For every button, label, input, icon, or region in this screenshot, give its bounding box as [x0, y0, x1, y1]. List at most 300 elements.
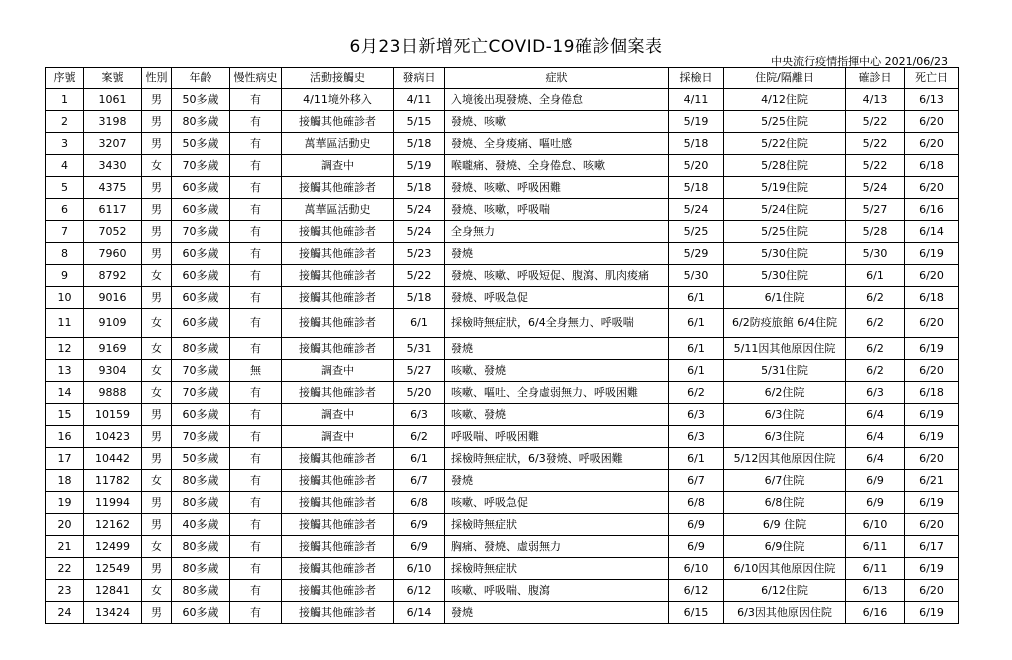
col-age-cell: 60多歲	[172, 404, 230, 426]
col-sex-cell: 男	[142, 602, 172, 624]
col-exposure-cell: 接觸其他確診者	[282, 111, 394, 133]
col-onset-cell: 6/9	[394, 536, 445, 558]
col-sampled-header: 採檢日	[669, 68, 724, 89]
col-death-cell: 6/18	[905, 382, 959, 404]
col-chronic-header: 慢性病史	[230, 68, 282, 89]
col-confirmed-cell: 5/22	[846, 133, 905, 155]
col-sampled-cell: 5/20	[669, 155, 724, 177]
col-death-cell: 6/19	[905, 492, 959, 514]
col-symptoms-cell: 喉嚨痛、發燒、全身倦怠、咳嗽	[445, 155, 669, 177]
col-sex-cell: 男	[142, 89, 172, 111]
col-death-cell: 6/19	[905, 404, 959, 426]
col-hospitalized-cell: 5/24住院	[724, 199, 846, 221]
col-symptoms-cell: 咳嗽、嘔吐、全身虛弱無力、呼吸困難	[445, 382, 669, 404]
case-table	[45, 67, 959, 624]
col-index-cell: 9	[46, 265, 84, 287]
table-row	[46, 580, 959, 602]
col-exposure-cell: 接觸其他確診者	[282, 243, 394, 265]
col-case-no-cell: 3207	[84, 133, 142, 155]
col-sampled-cell: 6/1	[669, 338, 724, 360]
col-chronic-cell: 有	[230, 155, 282, 177]
col-case-no-cell: 9016	[84, 287, 142, 309]
col-symptoms-cell: 發燒、呼吸急促	[445, 287, 669, 309]
col-sampled-cell: 6/3	[669, 426, 724, 448]
table-row	[46, 111, 959, 133]
col-case-no-cell: 13424	[84, 602, 142, 624]
col-hospitalized-cell: 4/12住院	[724, 89, 846, 111]
col-symptoms-cell: 全身無力	[445, 221, 669, 243]
col-age-cell: 60多歲	[172, 177, 230, 199]
col-case-no-cell: 4375	[84, 177, 142, 199]
col-exposure-cell: 萬華區活動史	[282, 199, 394, 221]
col-chronic-cell: 有	[230, 382, 282, 404]
col-death-cell: 6/20	[905, 309, 959, 338]
col-onset-cell: 5/19	[394, 155, 445, 177]
col-index-cell: 4	[46, 155, 84, 177]
col-chronic-cell: 有	[230, 309, 282, 338]
col-exposure-cell: 調查中	[282, 426, 394, 448]
col-confirmed-cell: 6/4	[846, 426, 905, 448]
col-confirmed-cell: 5/27	[846, 199, 905, 221]
col-confirmed-cell: 5/22	[846, 111, 905, 133]
col-onset-cell: 6/1	[394, 309, 445, 338]
table-row	[46, 155, 959, 177]
col-age-cell: 40多歲	[172, 514, 230, 536]
table-row	[46, 426, 959, 448]
col-death-header: 死亡日	[905, 68, 959, 89]
col-age-cell: 50多歲	[172, 89, 230, 111]
col-hospitalized-cell: 6/3住院	[724, 404, 846, 426]
col-confirmed-cell: 6/1	[846, 265, 905, 287]
col-exposure-cell: 接觸其他確診者	[282, 580, 394, 602]
col-onset-cell: 5/18	[394, 133, 445, 155]
col-sex-cell: 男	[142, 287, 172, 309]
col-symptoms-cell: 呼吸喘、呼吸困難	[445, 426, 669, 448]
col-onset-cell: 5/23	[394, 243, 445, 265]
col-age-cell: 80多歲	[172, 558, 230, 580]
col-hospitalized-cell: 5/28住院	[724, 155, 846, 177]
col-sampled-cell: 6/9	[669, 514, 724, 536]
header-row	[46, 68, 959, 89]
col-sex-cell: 男	[142, 514, 172, 536]
col-age-cell: 80多歲	[172, 111, 230, 133]
col-index-cell: 22	[46, 558, 84, 580]
col-confirmed-cell: 6/4	[846, 404, 905, 426]
col-death-cell: 6/14	[905, 221, 959, 243]
col-chronic-cell: 有	[230, 404, 282, 426]
col-age-cell: 70多歲	[172, 221, 230, 243]
col-onset-cell: 6/2	[394, 426, 445, 448]
col-confirmed-cell: 6/2	[846, 360, 905, 382]
col-death-cell: 6/19	[905, 243, 959, 265]
col-case-no-cell: 7960	[84, 243, 142, 265]
col-sampled-cell: 6/7	[669, 470, 724, 492]
col-death-cell: 6/20	[905, 265, 959, 287]
col-case-no-cell: 8792	[84, 265, 142, 287]
col-death-cell: 6/20	[905, 580, 959, 602]
col-confirmed-cell: 5/30	[846, 243, 905, 265]
col-exposure-cell: 接觸其他確診者	[282, 470, 394, 492]
col-death-cell: 6/17	[905, 536, 959, 558]
source-attribution: 中央流行疫情指揮中心 2021/06/23	[771, 55, 948, 68]
col-hospitalized-cell: 6/1住院	[724, 287, 846, 309]
col-symptoms-cell: 發燒	[445, 243, 669, 265]
col-chronic-cell: 有	[230, 536, 282, 558]
col-exposure-cell: 接觸其他確診者	[282, 287, 394, 309]
col-sex-cell: 女	[142, 536, 172, 558]
col-index-cell: 17	[46, 448, 84, 470]
col-age-cell: 60多歲	[172, 309, 230, 338]
col-death-cell: 6/20	[905, 448, 959, 470]
col-exposure-cell: 接觸其他確診者	[282, 265, 394, 287]
col-sampled-cell: 6/1	[669, 309, 724, 338]
col-sex-cell: 男	[142, 404, 172, 426]
table-row	[46, 404, 959, 426]
col-exposure-cell: 4/11境外移入	[282, 89, 394, 111]
col-hospitalized-cell: 6/9 住院	[724, 514, 846, 536]
col-sampled-cell: 5/18	[669, 133, 724, 155]
col-age-cell: 80多歲	[172, 580, 230, 602]
col-exposure-cell: 接觸其他確診者	[282, 514, 394, 536]
col-age-cell: 50多歲	[172, 448, 230, 470]
col-onset-cell: 6/3	[394, 404, 445, 426]
col-hospitalized-cell: 6/8住院	[724, 492, 846, 514]
col-confirmed-cell: 5/22	[846, 155, 905, 177]
col-symptoms-cell: 發燒、咳嗽	[445, 111, 669, 133]
col-chronic-cell: 有	[230, 287, 282, 309]
col-index-cell: 21	[46, 536, 84, 558]
col-case-no-cell: 7052	[84, 221, 142, 243]
col-case-no-cell: 10442	[84, 448, 142, 470]
col-age-cell: 70多歲	[172, 155, 230, 177]
table-row	[46, 287, 959, 309]
col-chronic-cell: 有	[230, 133, 282, 155]
col-exposure-cell: 萬華區活動史	[282, 133, 394, 155]
col-sampled-cell: 6/3	[669, 404, 724, 426]
col-index-cell: 16	[46, 426, 84, 448]
col-sampled-cell: 6/1	[669, 448, 724, 470]
col-sex-cell: 女	[142, 470, 172, 492]
col-chronic-cell: 有	[230, 89, 282, 111]
col-exposure-header: 活動接觸史	[282, 68, 394, 89]
col-confirmed-cell: 6/2	[846, 338, 905, 360]
col-chronic-cell: 有	[230, 448, 282, 470]
col-confirmed-cell: 6/3	[846, 382, 905, 404]
col-sampled-cell: 6/9	[669, 536, 724, 558]
col-symptoms-cell: 發燒	[445, 470, 669, 492]
col-index-cell: 3	[46, 133, 84, 155]
col-exposure-cell: 調查中	[282, 404, 394, 426]
col-death-cell: 6/13	[905, 89, 959, 111]
col-index-cell: 10	[46, 287, 84, 309]
table-row	[46, 382, 959, 404]
col-chronic-cell: 有	[230, 338, 282, 360]
col-case-no-cell: 12162	[84, 514, 142, 536]
col-symptoms-cell: 咳嗽、呼吸急促	[445, 492, 669, 514]
col-symptoms-cell: 採檢時無症狀，6/4全身無力、呼吸喘	[445, 309, 669, 338]
col-sampled-cell: 5/25	[669, 221, 724, 243]
col-symptoms-cell: 發燒、全身痠痛、嘔吐感	[445, 133, 669, 155]
col-age-cell: 70多歲	[172, 382, 230, 404]
col-case-no-cell: 6117	[84, 199, 142, 221]
col-sampled-cell: 5/19	[669, 111, 724, 133]
col-case-no-cell: 12841	[84, 580, 142, 602]
col-sampled-cell: 5/18	[669, 177, 724, 199]
col-age-cell: 60多歲	[172, 243, 230, 265]
col-hospitalized-cell: 5/19住院	[724, 177, 846, 199]
col-age-cell: 80多歲	[172, 492, 230, 514]
table-row	[46, 221, 959, 243]
table-row	[46, 265, 959, 287]
col-death-cell: 6/18	[905, 287, 959, 309]
col-exposure-cell: 接觸其他確診者	[282, 602, 394, 624]
col-symptoms-cell: 咳嗽、發燒	[445, 360, 669, 382]
col-index-cell: 8	[46, 243, 84, 265]
table-row	[46, 338, 959, 360]
col-age-cell: 50多歲	[172, 133, 230, 155]
col-confirmed-cell: 6/2	[846, 309, 905, 338]
col-death-cell: 6/21	[905, 470, 959, 492]
col-sex-cell: 女	[142, 580, 172, 602]
col-age-cell: 70多歲	[172, 360, 230, 382]
table-row	[46, 602, 959, 624]
col-sex-cell: 男	[142, 426, 172, 448]
col-symptoms-cell: 發燒、咳嗽、呼吸短促、腹瀉、肌肉痠痛	[445, 265, 669, 287]
col-death-cell: 6/18	[905, 155, 959, 177]
col-onset-cell: 4/11	[394, 89, 445, 111]
col-confirmed-cell: 6/16	[846, 602, 905, 624]
col-chronic-cell: 無	[230, 360, 282, 382]
col-index-cell: 12	[46, 338, 84, 360]
col-onset-cell: 6/10	[394, 558, 445, 580]
col-sampled-cell: 6/12	[669, 580, 724, 602]
col-sampled-cell: 6/1	[669, 360, 724, 382]
col-index-cell: 11	[46, 309, 84, 338]
col-age-cell: 60多歲	[172, 287, 230, 309]
col-sampled-cell: 6/2	[669, 382, 724, 404]
table-row	[46, 448, 959, 470]
col-symptoms-cell: 採檢時無症狀，6/3發燒、呼吸困難	[445, 448, 669, 470]
col-symptoms-cell: 發燒	[445, 338, 669, 360]
col-sampled-cell: 5/29	[669, 243, 724, 265]
col-chronic-cell: 有	[230, 177, 282, 199]
col-index-cell: 5	[46, 177, 84, 199]
col-confirmed-cell: 6/10	[846, 514, 905, 536]
col-onset-header: 發病日	[394, 68, 445, 89]
col-confirmed-cell: 6/13	[846, 580, 905, 602]
col-death-cell: 6/19	[905, 602, 959, 624]
col-chronic-cell: 有	[230, 558, 282, 580]
col-hospitalized-cell: 6/2防疫旅館 6/4住院	[724, 309, 846, 338]
col-index-cell: 7	[46, 221, 84, 243]
table-row	[46, 89, 959, 111]
col-hospitalized-cell: 6/12住院	[724, 580, 846, 602]
col-exposure-cell: 接觸其他確診者	[282, 309, 394, 338]
col-chronic-cell: 有	[230, 580, 282, 602]
col-confirmed-cell: 6/9	[846, 492, 905, 514]
col-case-no-cell: 12499	[84, 536, 142, 558]
col-sex-cell: 男	[142, 221, 172, 243]
col-confirmed-cell: 5/24	[846, 177, 905, 199]
col-age-cell: 60多歲	[172, 602, 230, 624]
col-exposure-cell: 接觸其他確診者	[282, 338, 394, 360]
col-sampled-cell: 6/15	[669, 602, 724, 624]
col-case-no-cell: 10159	[84, 404, 142, 426]
col-exposure-cell: 調查中	[282, 155, 394, 177]
col-index-cell: 19	[46, 492, 84, 514]
col-exposure-cell: 接觸其他確診者	[282, 492, 394, 514]
col-confirmed-cell: 5/28	[846, 221, 905, 243]
col-hospitalized-cell: 6/3住院	[724, 426, 846, 448]
col-case-no-cell: 11782	[84, 470, 142, 492]
col-chronic-cell: 有	[230, 111, 282, 133]
col-exposure-cell: 接觸其他確診者	[282, 448, 394, 470]
col-index-cell: 24	[46, 602, 84, 624]
col-hospitalized-cell: 5/30住院	[724, 243, 846, 265]
col-sex-cell: 女	[142, 338, 172, 360]
col-symptoms-cell: 咳嗽、呼吸喘、腹瀉	[445, 580, 669, 602]
col-hospitalized-cell: 6/7住院	[724, 470, 846, 492]
col-death-cell: 6/19	[905, 558, 959, 580]
col-chronic-cell: 有	[230, 492, 282, 514]
col-onset-cell: 5/18	[394, 287, 445, 309]
table-row	[46, 133, 959, 155]
col-onset-cell: 5/31	[394, 338, 445, 360]
col-onset-cell: 5/27	[394, 360, 445, 382]
col-onset-cell: 5/24	[394, 221, 445, 243]
col-sampled-cell: 6/1	[669, 287, 724, 309]
col-death-cell: 6/20	[905, 177, 959, 199]
col-death-cell: 6/19	[905, 426, 959, 448]
col-onset-cell: 5/18	[394, 177, 445, 199]
col-exposure-cell: 接觸其他確診者	[282, 221, 394, 243]
col-age-cell: 60多歲	[172, 265, 230, 287]
col-age-cell: 80多歲	[172, 338, 230, 360]
col-symptoms-cell: 發燒、咳嗽，呼吸喘	[445, 199, 669, 221]
col-onset-cell: 6/9	[394, 514, 445, 536]
col-age-cell: 80多歲	[172, 470, 230, 492]
table-body	[46, 89, 959, 624]
col-sex-header: 性別	[142, 68, 172, 89]
table-row	[46, 309, 959, 338]
col-age-header: 年齡	[172, 68, 230, 89]
col-onset-cell: 5/22	[394, 265, 445, 287]
table-row	[46, 470, 959, 492]
col-exposure-cell: 接觸其他確診者	[282, 177, 394, 199]
col-confirmed-cell: 6/4	[846, 448, 905, 470]
col-case-no-cell: 12549	[84, 558, 142, 580]
col-sampled-cell: 5/24	[669, 199, 724, 221]
col-case-no-cell: 9888	[84, 382, 142, 404]
col-onset-cell: 6/1	[394, 448, 445, 470]
col-death-cell: 6/20	[905, 514, 959, 536]
col-hospitalized-cell: 6/3因其他原因住院	[724, 602, 846, 624]
col-hospitalized-cell: 6/9住院	[724, 536, 846, 558]
col-case-no-cell: 11994	[84, 492, 142, 514]
col-symptoms-cell: 胸痛、發燒、虛弱無力	[445, 536, 669, 558]
col-age-cell: 80多歲	[172, 536, 230, 558]
col-sex-cell: 男	[142, 199, 172, 221]
col-index-cell: 23	[46, 580, 84, 602]
col-case-no-cell: 9169	[84, 338, 142, 360]
col-case-no-header: 案號	[84, 68, 142, 89]
col-hospitalized-cell: 6/10因其他原因住院	[724, 558, 846, 580]
col-index-cell: 13	[46, 360, 84, 382]
col-case-no-cell: 9109	[84, 309, 142, 338]
col-hospitalized-cell: 5/31住院	[724, 360, 846, 382]
table-row	[46, 492, 959, 514]
col-symptoms-cell: 採檢時無症狀	[445, 558, 669, 580]
col-confirmed-cell: 6/9	[846, 470, 905, 492]
col-index-header: 序號	[46, 68, 84, 89]
table-row	[46, 243, 959, 265]
col-chronic-cell: 有	[230, 602, 282, 624]
col-sex-cell: 女	[142, 309, 172, 338]
col-case-no-cell: 1061	[84, 89, 142, 111]
col-chronic-cell: 有	[230, 265, 282, 287]
col-symptoms-cell: 採檢時無症狀	[445, 514, 669, 536]
col-confirmed-cell: 6/11	[846, 558, 905, 580]
table-row	[46, 360, 959, 382]
col-chronic-cell: 有	[230, 470, 282, 492]
col-chronic-cell: 有	[230, 514, 282, 536]
col-sex-cell: 男	[142, 111, 172, 133]
col-onset-cell: 6/7	[394, 470, 445, 492]
table-row	[46, 177, 959, 199]
col-chronic-cell: 有	[230, 426, 282, 448]
col-symptoms-header: 症狀	[445, 68, 669, 89]
col-exposure-cell: 調查中	[282, 360, 394, 382]
col-chronic-cell: 有	[230, 221, 282, 243]
col-index-cell: 2	[46, 111, 84, 133]
col-age-cell: 60多歲	[172, 199, 230, 221]
col-exposure-cell: 接觸其他確診者	[282, 558, 394, 580]
col-index-cell: 18	[46, 470, 84, 492]
col-sampled-cell: 6/10	[669, 558, 724, 580]
col-death-cell: 6/20	[905, 360, 959, 382]
col-onset-cell: 5/15	[394, 111, 445, 133]
col-exposure-cell: 接觸其他確診者	[282, 382, 394, 404]
col-symptoms-cell: 咳嗽、發燒	[445, 404, 669, 426]
col-hospitalized-cell: 5/25住院	[724, 221, 846, 243]
col-death-cell: 6/20	[905, 111, 959, 133]
col-case-no-cell: 10423	[84, 426, 142, 448]
col-death-cell: 6/20	[905, 133, 959, 155]
table-row	[46, 558, 959, 580]
col-case-no-cell: 9304	[84, 360, 142, 382]
col-sex-cell: 男	[142, 177, 172, 199]
col-hospitalized-cell: 5/30住院	[724, 265, 846, 287]
col-age-cell: 70多歲	[172, 426, 230, 448]
table-row	[46, 514, 959, 536]
col-index-cell: 20	[46, 514, 84, 536]
col-hospitalized-cell: 5/22住院	[724, 133, 846, 155]
col-chronic-cell: 有	[230, 199, 282, 221]
col-onset-cell: 6/14	[394, 602, 445, 624]
col-onset-cell: 6/8	[394, 492, 445, 514]
col-confirmed-cell: 4/13	[846, 89, 905, 111]
col-sex-cell: 男	[142, 558, 172, 580]
col-symptoms-cell: 發燒	[445, 602, 669, 624]
col-onset-cell: 5/24	[394, 199, 445, 221]
col-index-cell: 15	[46, 404, 84, 426]
col-sampled-cell: 4/11	[669, 89, 724, 111]
col-sex-cell: 男	[142, 448, 172, 470]
col-index-cell: 6	[46, 199, 84, 221]
col-sex-cell: 男	[142, 492, 172, 514]
col-hospitalized-cell: 5/25住院	[724, 111, 846, 133]
col-sex-cell: 女	[142, 265, 172, 287]
